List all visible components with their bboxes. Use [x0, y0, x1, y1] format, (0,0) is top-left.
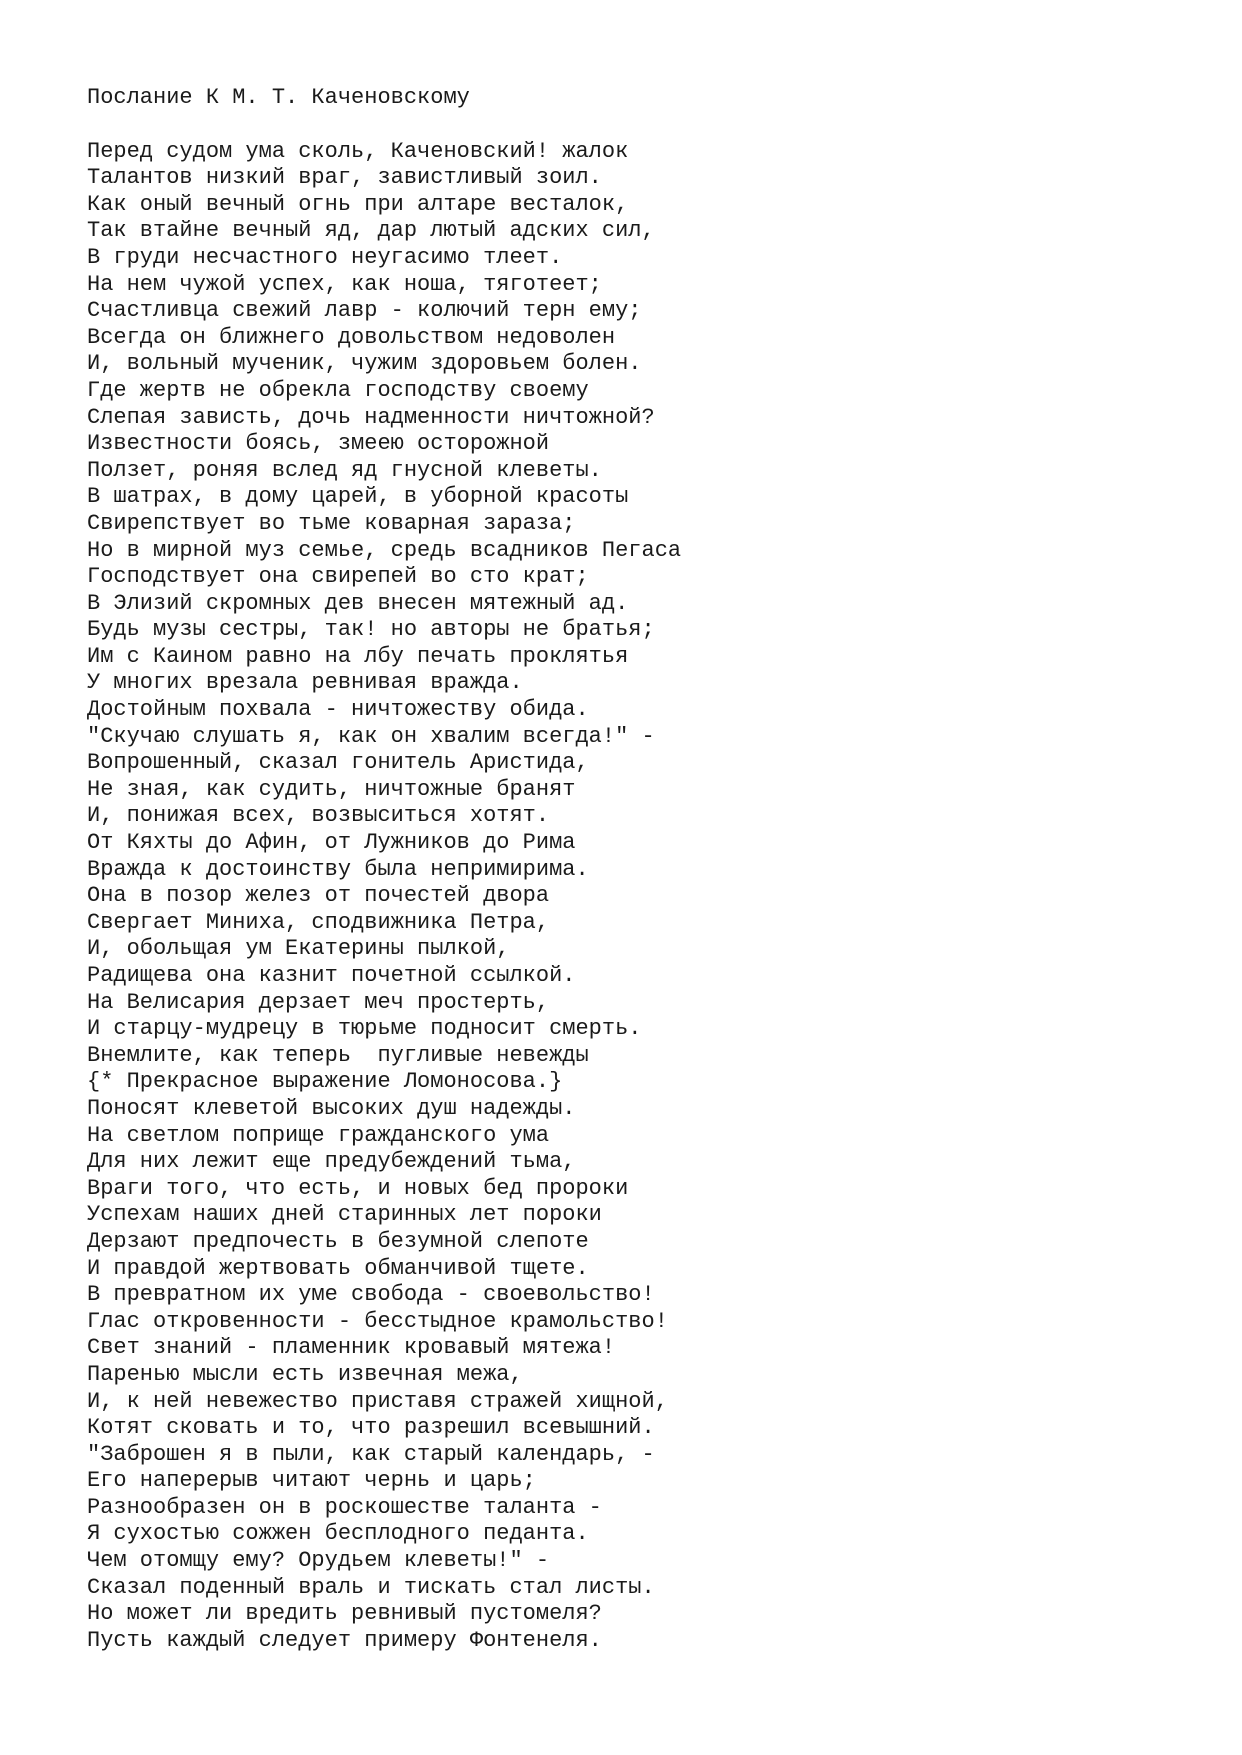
poem-line: На Велисария дерзает меч простерть, — [87, 989, 550, 1015]
poem-line: Перед судом ума сколь, Каченовский! жалок — [87, 138, 629, 164]
poem-line: Ползет, роняя вслед яд гнусной клеветы. — [87, 457, 602, 483]
poem-line: Известности боясь, змеею осторожной — [87, 431, 550, 457]
poem-line: Радищева она казнит почетной ссылкой. — [87, 963, 576, 988]
poem-line: Успехам наших дней старинных лет пороки — [87, 1202, 602, 1228]
poem-line: И, к ней невежество приставя стражей хищной, — [87, 1388, 668, 1414]
poem-line: Будь музы сестры, так! но авторы не братья; — [87, 617, 655, 643]
poem-line: От Кяхты до Афин, от Лужников до Рима — [87, 830, 576, 856]
poem-line: Как оный вечный огнь при алтаре весталок, — [87, 191, 629, 217]
poem-line: Разнообразен он в роскошестве таланта - — [87, 1494, 602, 1520]
poem-line: Глас откровенности - бесстыдное крамольство! — [87, 1308, 668, 1334]
poem-line: Слепая зависть, дочь надменности ничтожной? — [87, 404, 655, 430]
title-spacer — [87, 112, 1242, 139]
poem-line: Счастливца свежий лавр - колючий терн ему; — [87, 298, 642, 324]
poem-line: В Элизий скромных дев внесен мятежный ад. — [87, 590, 629, 616]
poem-line: Сказал поденный враль и тискать стал листы. — [87, 1574, 655, 1600]
poem-line: Не зная, как судить, ничтожные бранят — [87, 776, 576, 802]
poem-line: {* Прекрасное выражение Ломоносова.} — [87, 1069, 563, 1095]
poem-line: В груди несчастного неугасимо тлеет. — [87, 244, 563, 270]
poem-title: Послание К М. Т. Каченовскому — [87, 85, 470, 110]
poem-line: В превратном их уме свобода - своевольство! — [87, 1282, 655, 1308]
poem-line: Она в позор желез от почестей двора — [87, 883, 550, 909]
poem-line: Враги того, что есть, и новых бед пророки — [87, 1175, 629, 1201]
poem-line: Свирепствует во тьме коварная зараза; — [87, 510, 576, 536]
poem-line: "Скучаю слушать я, как он хвалим всегда!" - — [87, 723, 655, 749]
poem-line: И, обольщая ум Екатерины пылкой, — [87, 936, 510, 962]
poem-line: Свет знаний - пламенник кровавый мятежа! — [87, 1335, 616, 1361]
poem-line: Вражда к достоинству была непримирима. — [87, 856, 589, 882]
poem-line: Вопрошенный, сказал гонитель Аристида, — [87, 750, 589, 776]
poem-line: И, вольный мученик, чужим здоровьем болен. — [87, 351, 642, 377]
poem-line: Дерзают предпочесть в безумной слепоте — [87, 1228, 589, 1254]
poem-line: Его наперерыв читают чернь и царь; — [87, 1468, 536, 1494]
poem-line: На светлом поприще гражданского ума — [87, 1122, 550, 1148]
poem-line: И старцу-мудрецу в тюрьме подносит смерть. — [87, 1016, 642, 1042]
poem-line: На нем чужой успех, как ноша, тяготеет; — [87, 271, 602, 297]
poem-line: Чем отомщу ему? Орудьем клеветы!" - — [87, 1548, 550, 1574]
poem-line: Для них лежит еще предубеждений тьма, — [87, 1149, 576, 1175]
poem-line: И, понижая всех, возвыситься хотят. — [87, 803, 550, 829]
poem-line: Так втайне вечный яд, дар лютый адских сил, — [87, 218, 655, 244]
poem-line: Свергает Миниха, сподвижника Петра, — [87, 909, 550, 935]
poem-line: Внемлите, как теперь пугливые невежды — [87, 1042, 589, 1068]
poem-line: Я сухостью сожжен бесплодного педанта. — [87, 1521, 589, 1547]
poem-line: Но может ли вредить ревнивый пустомеля? — [87, 1601, 602, 1627]
poem-line: Талантов низкий враг, завистливый зоил. — [87, 165, 602, 191]
poem-line: Им с Каином равно на лбу печать проклятья — [87, 643, 629, 669]
poem-line: Пусть каждый следует примеру Фонтенеля. — [87, 1627, 602, 1653]
poem-line: Достойным похвала - ничтожеству обида. — [87, 697, 589, 723]
poem-line: Поносят клеветой высоких душ надежды. — [87, 1095, 576, 1121]
poem-line: В шатрах, в дому царей, в уборной красоты — [87, 484, 629, 510]
poem-line: Паренью мысли есть извечная межа, — [87, 1361, 523, 1387]
poem-line: Господствует она свирепей во сто крат; — [87, 564, 589, 590]
poem-line: У многих врезала ревнивая вражда. — [87, 670, 523, 696]
poem-line: Котят сковать и то, что разрешил всевышний. — [87, 1415, 655, 1441]
poem-line: "Заброшен я в пыли, как старый календарь, - — [87, 1441, 655, 1467]
poem-line: И правдой жертвовать обманчивой тщете. — [87, 1255, 589, 1281]
poem-line: Но в мирной муз семье, средь всадников Пегаса — [87, 537, 682, 563]
poem-body — [87, 139, 1242, 1655]
poem-line: Всегда он ближнего довольством недоволен — [87, 324, 616, 350]
poem-line: Где жертв не обрекла господству своему — [87, 377, 589, 403]
